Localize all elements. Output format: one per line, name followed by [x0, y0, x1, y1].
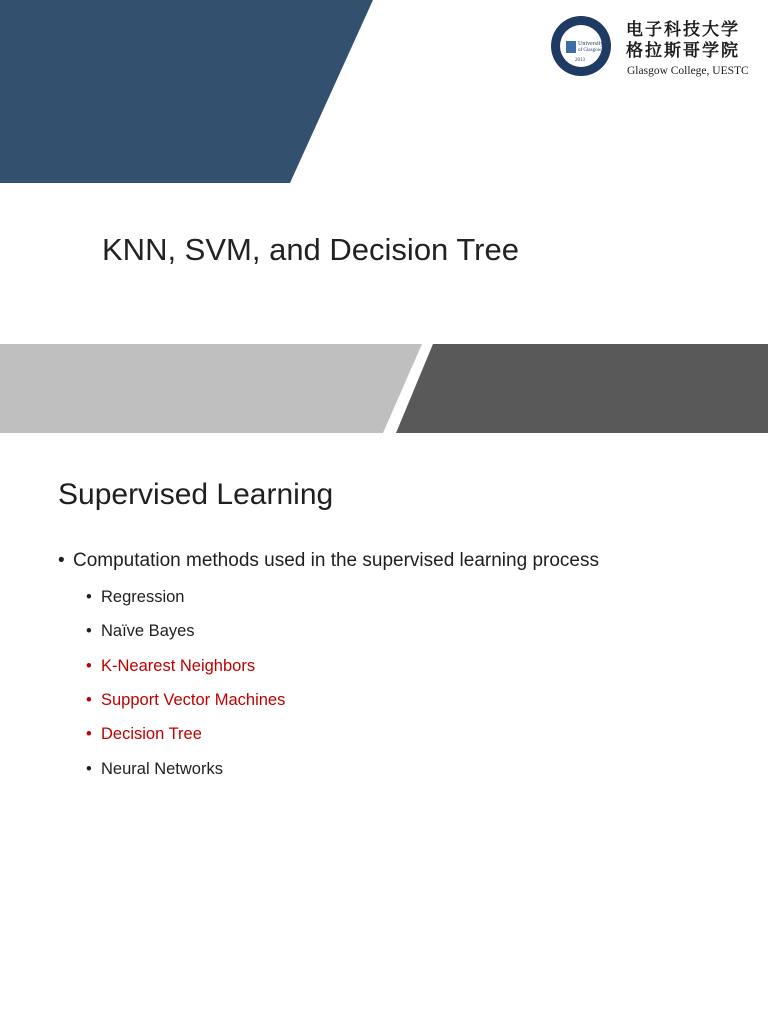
method-item-svm [86, 691, 285, 710]
title-slide [0, 0, 768, 345]
method-label: Naïve Bayes [101, 622, 195, 640]
main-bullet [58, 550, 599, 572]
bullet-dot: • [86, 657, 92, 675]
logo-cn-line2: 格拉斯哥学院 [626, 41, 740, 61]
method-label: Neural Networks [101, 760, 223, 778]
slide-heading: Supervised Learning [58, 478, 334, 511]
method-label: Decision Tree [101, 725, 202, 743]
method-label: K-Nearest Neighbors [101, 657, 256, 675]
method-item-neural-networks [86, 760, 223, 779]
bullet-dot: • [86, 622, 92, 640]
seal-text-university: University [578, 41, 604, 47]
presentation-title: KNN, SVM, and Decision Tree [102, 232, 519, 267]
seal-text-glasgow: of Glasgow [578, 48, 602, 53]
logo-english-name: Glasgow College, UESTC [627, 65, 749, 77]
bullet-dot: • [86, 691, 92, 709]
bullet-dot: • [86, 588, 92, 606]
bullet-dot: • [58, 550, 65, 571]
bullet-dot: • [86, 725, 92, 743]
method-item-regression [86, 588, 184, 607]
seal-year: 2013 [575, 58, 585, 63]
method-item-decision-tree [86, 725, 202, 744]
content-slide [0, 433, 768, 1024]
university-seal-icon [550, 14, 614, 78]
college-logo [550, 14, 760, 80]
logo-chinese-name [626, 20, 740, 62]
main-bullet-text: Computation methods used in the supervised learning process [73, 550, 599, 571]
method-label: Regression [101, 588, 185, 606]
method-item-naive-bayes [86, 622, 195, 641]
logo-cn-line1: 电子科技大学 [626, 20, 740, 40]
method-label: Support Vector Machines [101, 691, 286, 709]
gray-divider-band [0, 343, 768, 435]
method-item-knn [86, 657, 255, 676]
bullet-dot: • [86, 760, 92, 778]
